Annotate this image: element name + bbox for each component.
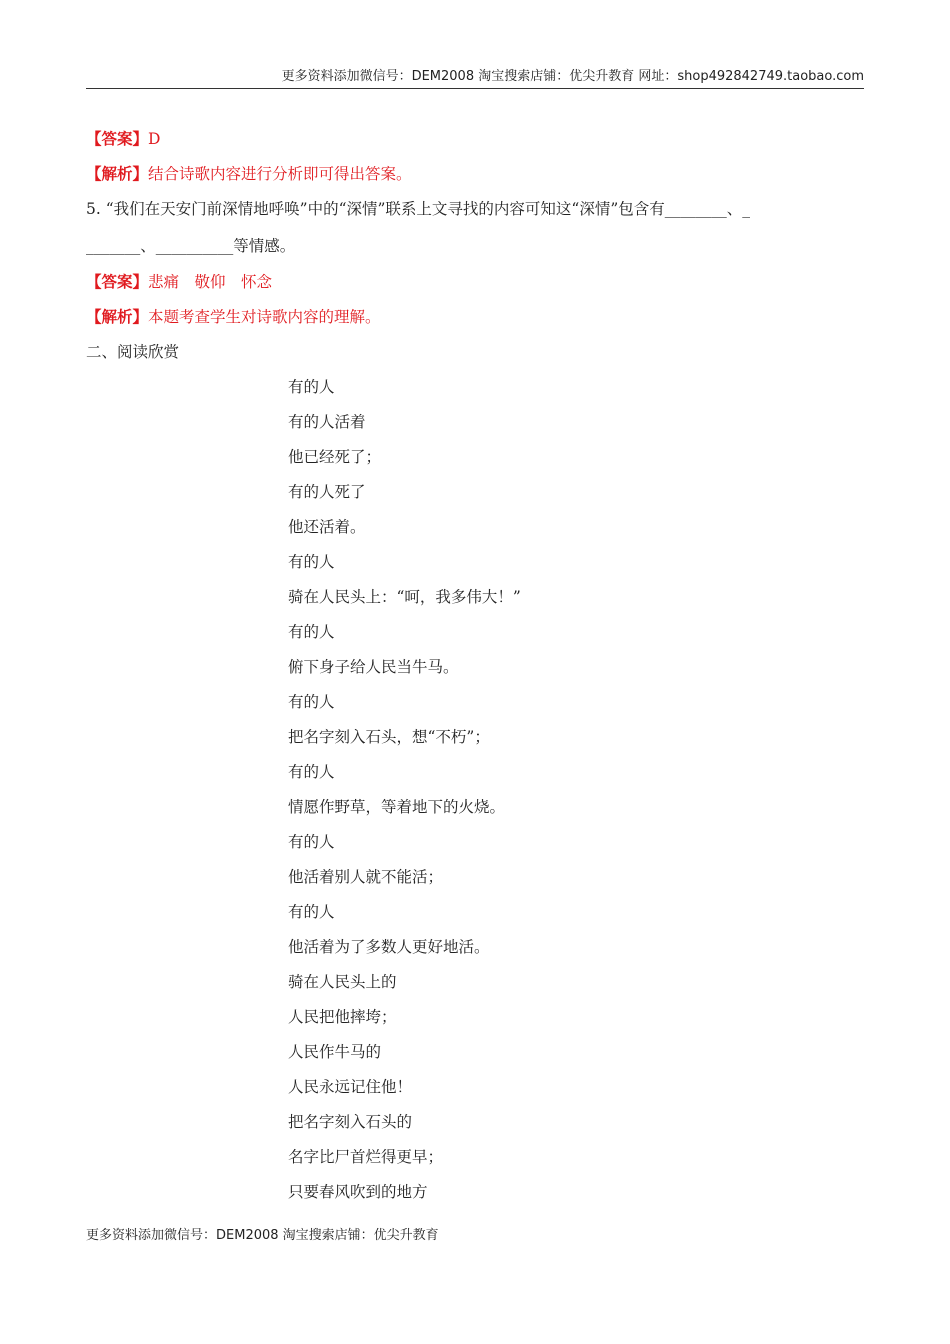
answer-tag: 【答案】 [86,129,149,148]
poem-line: 人民把他摔垮； [288,1008,397,1026]
page-footer [86,1227,439,1245]
question-5-line-2: _______、__________等情感。 [86,237,296,255]
poem-line: 有的人 [288,693,335,711]
poem-line: 把名字刻入石头，想“不朽”； [288,728,490,746]
poem-line: 骑在人民头上：“呵，我多伟大！” [288,588,521,606]
poem-line: 他活着为了多数人更好地活。 [288,938,490,956]
answer-line-1 [86,128,160,150]
section-heading: 二、阅读欣赏 [86,343,180,361]
poem-line: 有的人 [288,763,335,781]
analysis-line-2 [86,306,381,328]
page-header [86,68,864,89]
poem-line: 把名字刻入石头的 [288,1113,413,1131]
question-5-line-1: 5. “我们在天安门前深情地呼唤”中的“深情”联系上文寻找的内容可知这“深情”包含有________、_ [86,200,751,218]
poem-line: 有的人死了 [288,483,366,501]
poem-line: 人民作牛马的 [288,1043,382,1061]
analysis-line-1 [86,163,412,185]
poem-line: 情愿作野草，等着地下的火烧。 [288,798,506,816]
poem-line: 有的人 [288,553,335,571]
poem-line: 他已经死了； [288,448,382,466]
poem-line: 人民永远记住他！ [288,1078,413,1096]
answer-tag: 【答案】 [86,272,149,291]
poem-line: 有的人 [288,903,335,921]
analysis-text: 本题考查学生对诗歌内容的理解。 [148,308,381,326]
poem-line: 俯下身子给人民当牛马。 [288,658,459,676]
poem-line: 他还活着。 [288,518,366,536]
analysis-tag: 【解析】 [86,164,149,183]
poem-line: 骑在人民头上的 [288,973,397,991]
poem-line: 名字比尸首烂得更早； [288,1148,444,1166]
header-text: 更多资料添加微信号：DEM2008 淘宝搜索店铺：优尖升教育 网址：shop492842749.taobao.com [281,69,864,84]
answer-text: D [148,130,161,148]
answer-text: 悲痛 敬仰 怀念 [148,273,273,291]
analysis-text: 结合诗歌内容进行分析即可得出答案。 [148,165,412,183]
answer-line-2 [86,271,272,293]
poem-line: 有的人 [288,623,335,641]
poem-line: 有的人 [288,378,335,396]
poem-line: 有的人 [288,833,335,851]
analysis-tag: 【解析】 [86,307,149,326]
poem-line: 只要春风吹到的地方 [288,1183,428,1201]
poem-line: 有的人活着 [288,413,366,431]
footer-text: 更多资料添加微信号：DEM2008 淘宝搜索店铺：优尖升教育 [86,1228,439,1243]
poem-line: 他活着别人就不能活； [288,868,444,886]
